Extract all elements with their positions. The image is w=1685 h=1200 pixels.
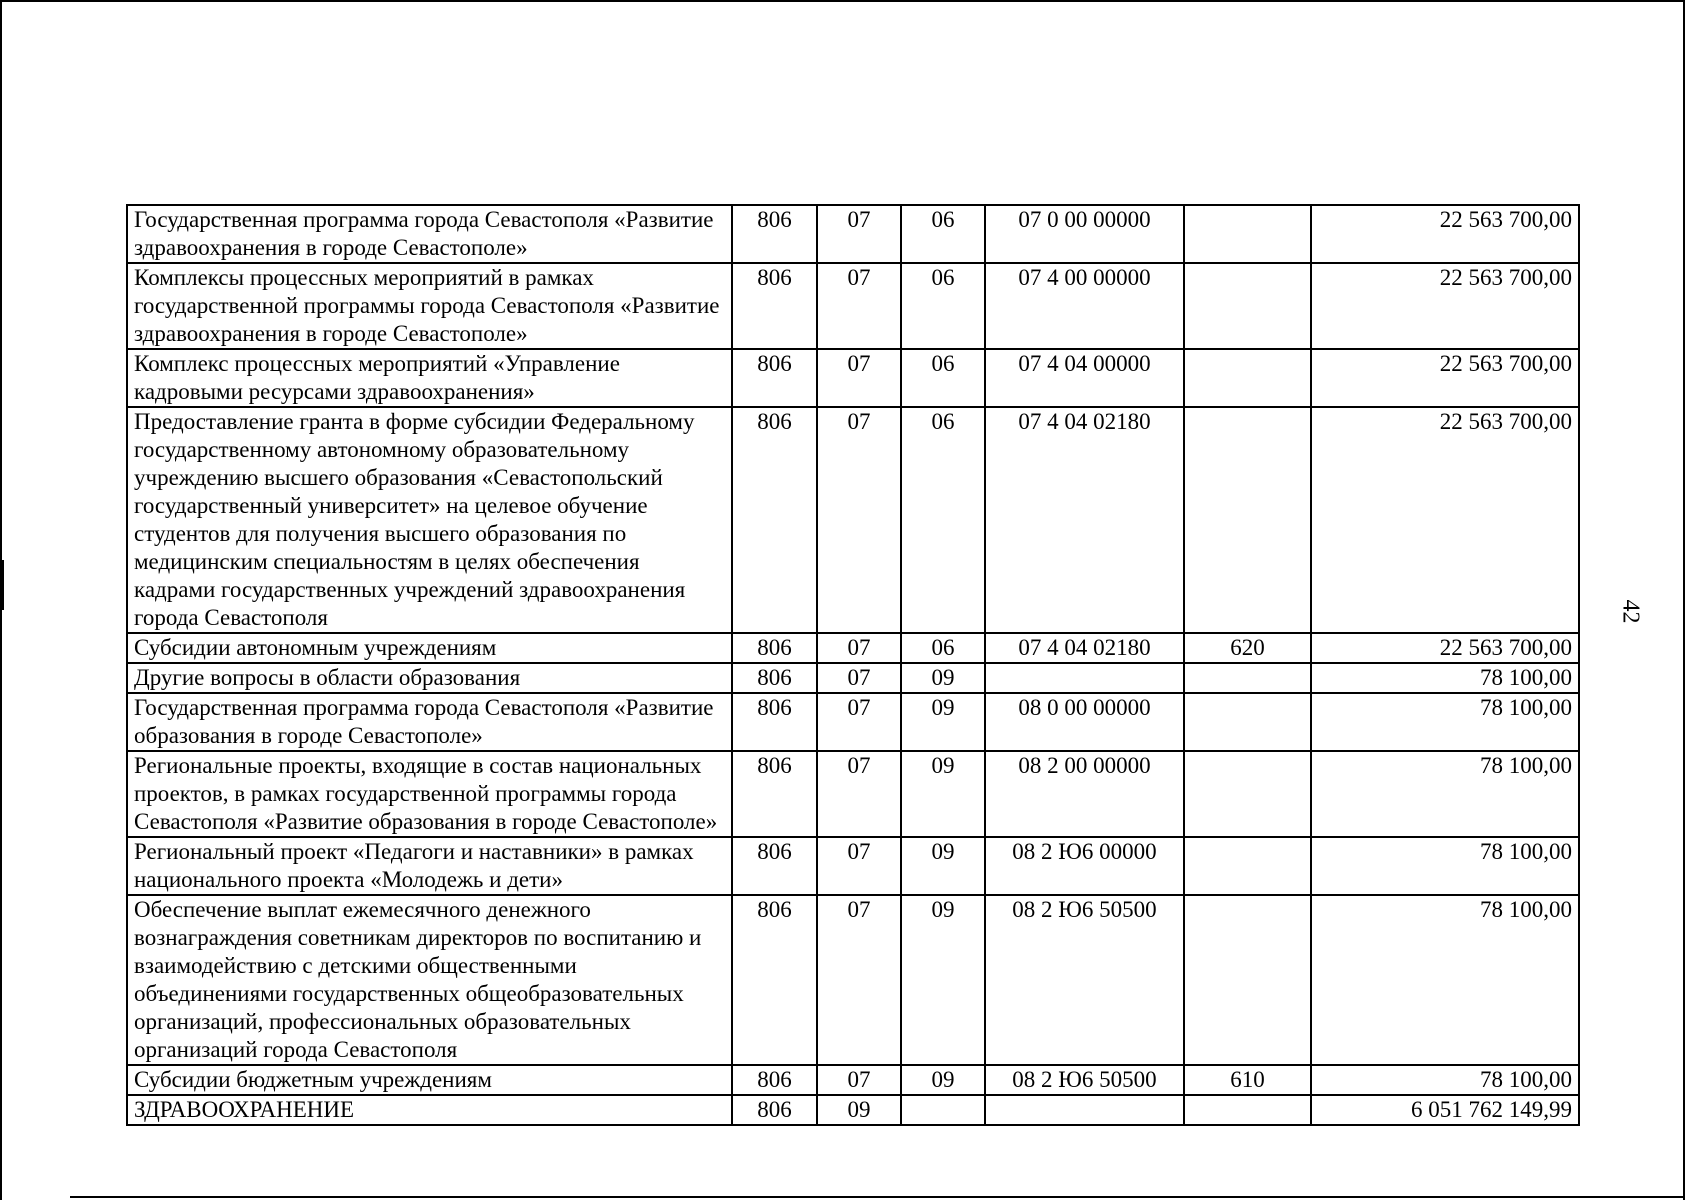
row-grbs-cell: 806 [732, 1065, 817, 1095]
row-subsection-cell: 06 [901, 407, 985, 633]
row-name-cell: Региональные проекты, входящие в состав национальных проектов, в рамках государственной программы города Севастополя «Развитие образования в городе Севастополе» [127, 751, 732, 837]
row-section-cell: 07 [817, 837, 901, 895]
table-row [127, 693, 1579, 751]
row-section-cell: 07 [817, 263, 901, 349]
row-amount-cell: 22 563 700,00 [1311, 205, 1579, 263]
row-section-cell: 09 [817, 1095, 901, 1125]
row-expense-type-cell: 610 [1184, 1065, 1311, 1095]
row-section-cell: 07 [817, 349, 901, 407]
row-amount-cell: 22 563 700,00 [1311, 349, 1579, 407]
row-grbs-cell: 806 [732, 837, 817, 895]
row-name-cell: Обеспечение выплат ежемесячного денежного вознаграждения советникам директоров по воспитанию и взаимодействию с детскими общественными объединениями государственных общеобразовательных организаций, профессиональных образовательных организаций города Севастополя [127, 895, 732, 1065]
row-expense-type-cell: 620 [1184, 633, 1311, 663]
row-grbs-cell: 806 [732, 205, 817, 263]
row-amount-cell: 22 563 700,00 [1311, 407, 1579, 633]
row-amount-cell: 78 100,00 [1311, 1065, 1579, 1095]
row-name-cell: Комплекс процессных мероприятий «Управление кадровыми ресурсами здравоохранения» [127, 349, 732, 407]
row-grbs-cell: 806 [732, 263, 817, 349]
scan-margin-mark [0, 560, 4, 610]
row-expense-type-cell [1184, 751, 1311, 837]
row-grbs-cell: 806 [732, 751, 817, 837]
row-subsection-cell: 06 [901, 633, 985, 663]
page-border-top [0, 0, 1685, 2]
row-grbs-cell: 806 [732, 349, 817, 407]
row-target-article-cell [985, 1095, 1184, 1125]
row-expense-type-cell [1184, 663, 1311, 693]
table-row [127, 349, 1579, 407]
row-expense-type-cell [1184, 895, 1311, 1065]
row-expense-type-cell [1184, 693, 1311, 751]
row-subsection-cell: 06 [901, 205, 985, 263]
row-section-cell: 07 [817, 693, 901, 751]
row-expense-type-cell [1184, 263, 1311, 349]
row-subsection-cell [901, 1095, 985, 1125]
row-expense-type-cell [1184, 205, 1311, 263]
row-amount-cell: 6 051 762 149,99 [1311, 1095, 1579, 1125]
row-grbs-cell: 806 [732, 895, 817, 1065]
row-target-article-cell: 07 4 04 02180 [985, 633, 1184, 663]
row-grbs-cell: 806 [732, 693, 817, 751]
table-row [127, 663, 1579, 693]
row-amount-cell: 78 100,00 [1311, 751, 1579, 837]
row-subsection-cell: 06 [901, 263, 985, 349]
table-row [127, 751, 1579, 837]
page-number: 42 [1617, 599, 1644, 624]
row-expense-type-cell [1184, 1095, 1311, 1125]
row-amount-cell: 78 100,00 [1311, 895, 1579, 1065]
table-body [127, 205, 1579, 1125]
row-section-cell: 07 [817, 663, 901, 693]
row-name-cell: Государственная программа города Севастополя «Развитие здравоохранения в городе Севастополе» [127, 205, 732, 263]
row-amount-cell: 78 100,00 [1311, 837, 1579, 895]
budget-table [126, 204, 1580, 1126]
row-target-article-cell: 08 2 Ю6 00000 [985, 837, 1184, 895]
row-section-cell: 07 [817, 1065, 901, 1095]
row-target-article-cell: 07 0 00 00000 [985, 205, 1184, 263]
row-amount-cell: 78 100,00 [1311, 663, 1579, 693]
row-subsection-cell: 06 [901, 349, 985, 407]
row-subsection-cell: 09 [901, 895, 985, 1065]
row-target-article-cell: 07 4 04 02180 [985, 407, 1184, 633]
row-target-article-cell: 08 2 Ю6 50500 [985, 1065, 1184, 1095]
row-target-article-cell: 08 2 00 00000 [985, 751, 1184, 837]
page-bottom-rule [70, 1196, 1685, 1198]
row-section-cell: 07 [817, 633, 901, 663]
row-name-cell: Предоставление гранта в форме субсидии Федеральному государственному автономному образовательному учреждению высшего образования «Севастопольский государственный университет» на целевое обучение студентов для получения высшего образования по медицинским специальностям в целях обеспечения кадрами государственных учреждений здравоохранения города Севастополя [127, 407, 732, 633]
row-name-cell: Региональный проект «Педагоги и наставники» в рамках национального проекта «Молодежь и дети» [127, 837, 732, 895]
row-section-cell: 07 [817, 751, 901, 837]
row-target-article-cell [985, 663, 1184, 693]
table-row [127, 407, 1579, 633]
row-target-article-cell: 08 0 00 00000 [985, 693, 1184, 751]
row-name-cell: Государственная программа города Севастополя «Развитие образования в городе Севастополе» [127, 693, 732, 751]
row-expense-type-cell [1184, 837, 1311, 895]
row-name-cell: Другие вопросы в области образования [127, 663, 732, 693]
table-row [127, 205, 1579, 263]
row-subsection-cell: 09 [901, 693, 985, 751]
table-row [127, 1095, 1579, 1125]
row-subsection-cell: 09 [901, 1065, 985, 1095]
row-section-cell: 07 [817, 407, 901, 633]
row-section-cell: 07 [817, 205, 901, 263]
table-row [127, 633, 1579, 663]
row-amount-cell: 22 563 700,00 [1311, 633, 1579, 663]
row-expense-type-cell [1184, 349, 1311, 407]
row-target-article-cell: 08 2 Ю6 50500 [985, 895, 1184, 1065]
row-name-cell: ЗДРАВООХРАНЕНИЕ [127, 1095, 732, 1125]
row-grbs-cell: 806 [732, 633, 817, 663]
table-row [127, 263, 1579, 349]
row-target-article-cell: 07 4 04 00000 [985, 349, 1184, 407]
row-amount-cell: 22 563 700,00 [1311, 263, 1579, 349]
row-section-cell: 07 [817, 895, 901, 1065]
row-name-cell: Субсидии бюджетным учреждениям [127, 1065, 732, 1095]
row-grbs-cell: 806 [732, 1095, 817, 1125]
row-subsection-cell: 09 [901, 751, 985, 837]
row-target-article-cell: 07 4 00 00000 [985, 263, 1184, 349]
row-grbs-cell: 806 [732, 407, 817, 633]
row-expense-type-cell [1184, 407, 1311, 633]
row-subsection-cell: 09 [901, 837, 985, 895]
row-name-cell: Субсидии автономным учреждениям [127, 633, 732, 663]
row-name-cell: Комплексы процессных мероприятий в рамках государственной программы города Севастополя «Развитие здравоохранения в городе Севастополе» [127, 263, 732, 349]
table-row [127, 837, 1579, 895]
table-row [127, 895, 1579, 1065]
row-amount-cell: 78 100,00 [1311, 693, 1579, 751]
row-subsection-cell: 09 [901, 663, 985, 693]
table-row [127, 1065, 1579, 1095]
row-grbs-cell: 806 [732, 663, 817, 693]
